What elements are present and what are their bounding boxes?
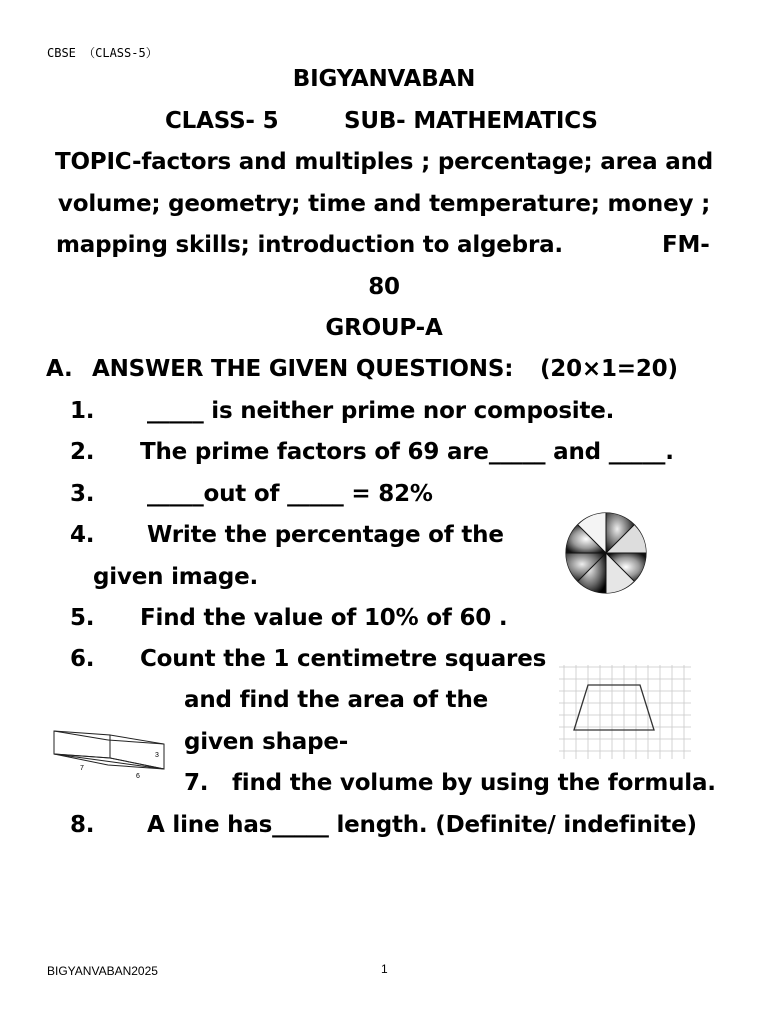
- topic-line-3: mapping skills; introduction to algebra.: [56, 232, 563, 258]
- footer-left: BIGYANVABAN2025: [47, 964, 158, 978]
- cuboid-figure: [52, 728, 170, 788]
- subject-label: SUB- MATHEMATICS: [344, 108, 598, 134]
- question-8-number: 8.: [70, 812, 95, 838]
- question-6-text-end: given shape-: [184, 729, 349, 755]
- question-4-text-continued: given image.: [93, 564, 259, 590]
- question-6-text: Count the 1 centimetre squares: [140, 646, 547, 672]
- cuboid-height-label: 3: [155, 752, 159, 759]
- question-3-text: _____out of _____ = 82%: [147, 481, 433, 507]
- question-8-text: A line has_____ length. (Definite/ indefinite): [147, 812, 697, 838]
- question-1-text: _____ is neither prime nor composite.: [147, 398, 615, 424]
- section-letter: A.: [46, 356, 73, 382]
- school-name: BIGYANVABAN: [292, 66, 476, 92]
- question-7-text: find the volume by using the formula.: [232, 770, 716, 796]
- class-label: CLASS- 5: [165, 108, 279, 134]
- question-1-number: 1.: [70, 398, 95, 424]
- grid-trapezium-figure: [558, 665, 692, 759]
- question-6-number: 6.: [70, 646, 95, 672]
- question-4-number: 4.: [70, 522, 95, 548]
- question-2-text: The prime factors of 69 are_____ and _____.: [140, 439, 674, 465]
- question-6-text-continued: and find the area of the: [184, 687, 489, 713]
- section-marks: (20×1=20): [540, 356, 678, 382]
- shaded-circle-figure: [562, 512, 650, 594]
- page-number: 1: [381, 962, 388, 976]
- question-5-number: 5.: [70, 605, 95, 631]
- cuboid-width-label: 6: [136, 773, 140, 780]
- question-5-text: Find the value of 10% of 60 .: [140, 605, 508, 631]
- full-marks-value: 80: [368, 274, 400, 300]
- section-title: ANSWER THE GIVEN QUESTIONS:: [92, 356, 514, 382]
- header-note: CBSE （CLASS-5）: [47, 46, 158, 60]
- question-7-number: 7.: [184, 770, 209, 796]
- question-4-text: Write the percentage of the: [147, 522, 504, 548]
- full-marks-label: FM-: [662, 232, 710, 258]
- topic-line-1: TOPIC-factors and multiples ; percentage; area and: [54, 149, 714, 175]
- question-2-number: 2.: [70, 439, 95, 465]
- topic-line-2: volume; geometry; time and temperature; money ;: [57, 191, 711, 217]
- question-3-number: 3.: [70, 481, 95, 507]
- cuboid-length-label: 7: [80, 765, 84, 772]
- group-title: GROUP-A: [325, 315, 443, 341]
